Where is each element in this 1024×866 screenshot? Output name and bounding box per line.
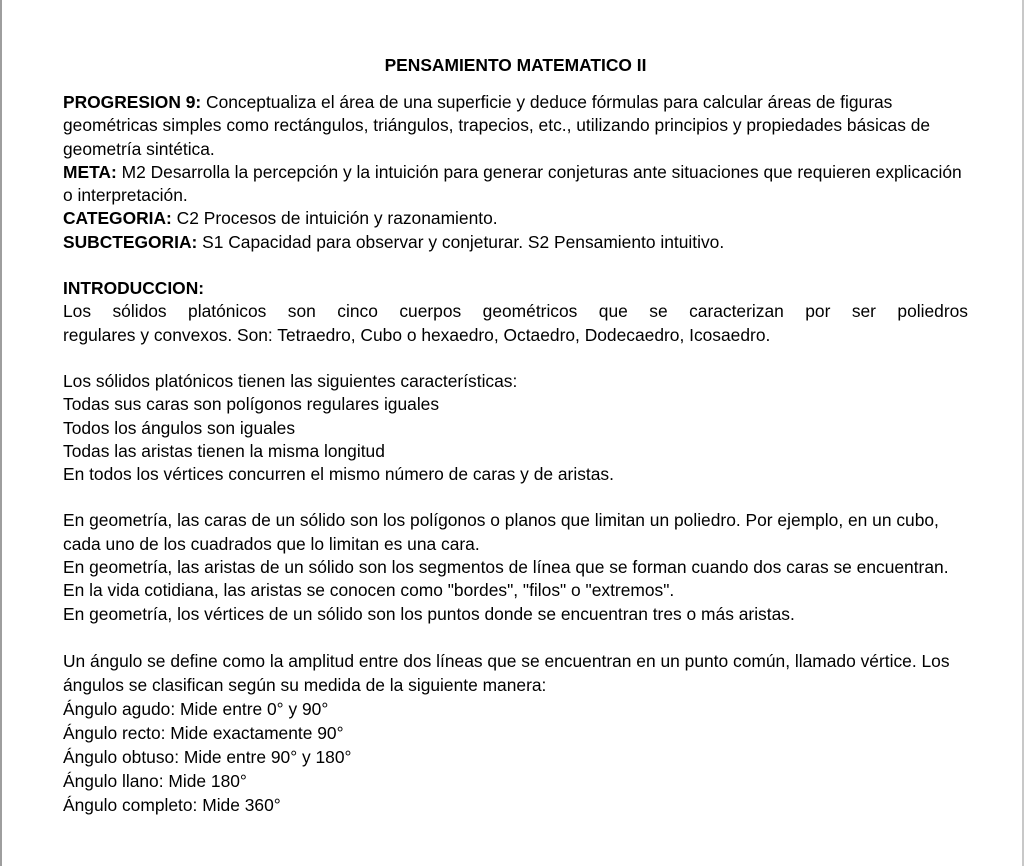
definicion-aristas: En geometría, las aristas de un sólido son los segmentos de línea que se forman cuando dos caras se encuentran. En la vida cotidiana, las aristas se conocen como "bordes", "filos" o "extremos". xyxy=(63,557,949,601)
spacer xyxy=(63,347,968,370)
progresion-text: Conceptualiza el área de una superficie y deduce fórmulas para calcular áreas de figuras geométricas simples como rectángulos, triángulos, trapecios, etc., utilizando principios y propiedades básicas de geometría sintética. xyxy=(63,92,931,159)
introduccion-line-1: Los sólidos platónicos son cinco cuerpos geométricos que se caracterizan por ser poliedros xyxy=(63,301,968,322)
list-item: Todas sus caras son polígonos regulares iguales xyxy=(63,394,440,415)
progresion-label: PROGRESION 9: xyxy=(63,92,202,112)
subcategoria-label: SUBCTEGORIA: xyxy=(63,231,198,252)
definicion-caras: En geometría, las caras de un sólido son los polígonos o planos que limitan un poliedro. Por ejemplo, en un cubo, cada uno de los cuadrados que lo limitan es una cara. xyxy=(63,510,939,554)
document-body xyxy=(63,52,968,817)
categoria-text: C2 Procesos de intuición y razonamiento. xyxy=(171,208,498,229)
list-item: Ángulo obtuso: Mide entre 90° y 180° xyxy=(63,746,352,767)
list-item: Ángulo recto: Mide exactamente 90° xyxy=(63,722,344,743)
progresion-paragraph xyxy=(63,91,968,161)
list-item: Ángulo completo: Mide 360° xyxy=(63,794,281,815)
subcategoria-paragraph xyxy=(63,231,968,254)
document-title: PENSAMIENTO MATEMATICO II xyxy=(384,55,647,75)
meta-paragraph xyxy=(63,161,968,208)
spacer xyxy=(63,486,968,509)
categoria-label: CATEGORIA: xyxy=(63,208,172,229)
angulos-intro: Un ángulo se define como la amplitud entre dos líneas que se encuentran en un punto común, llamado vértice. Los ángulos se clasifican según su medida de la siguiente manera: xyxy=(63,650,950,695)
meta-block xyxy=(63,91,968,254)
introduccion-section xyxy=(63,277,968,347)
caracteristicas-section xyxy=(63,370,968,486)
meta-label: META: xyxy=(63,161,117,182)
list-item: Ángulo llano: Mide 180° xyxy=(63,770,247,791)
caracteristicas-intro: Los sólidos platónicos tienen las siguientes características: xyxy=(63,370,518,391)
list-item: Ángulo agudo: Mide entre 0° y 90° xyxy=(63,698,329,719)
list-item: Todas las aristas tienen la misma longitud xyxy=(63,440,385,461)
subcategoria-text: S1 Capacidad para observar y conjeturar. S2 Pensamiento intuitivo. xyxy=(197,231,725,252)
spacer xyxy=(63,254,968,277)
meta-text: M2 Desarrolla la percepción y la intuición para generar conjeturas ante situaciones que requieren explicación o interpretación. xyxy=(63,161,962,206)
angulos-section xyxy=(63,649,968,817)
list-item: Todos los ángulos son iguales xyxy=(63,417,296,438)
definiciones-section xyxy=(63,509,968,625)
introduccion-line-2: regulares y convexos. Son: Tetraedro, Cubo o hexaedro, Octaedro, Dodecaedro, Icosaedro. xyxy=(63,324,771,345)
list-item: En todos los vértices concurren el mismo número de caras y de aristas. xyxy=(63,464,614,485)
spacer xyxy=(63,626,968,649)
definicion-vertices: En geometría, los vértices de un sólido son los puntos donde se encuentran tres o más aristas. xyxy=(63,603,795,624)
categoria-paragraph xyxy=(63,207,968,230)
introduccion-heading: INTRODUCCION: xyxy=(63,278,205,299)
